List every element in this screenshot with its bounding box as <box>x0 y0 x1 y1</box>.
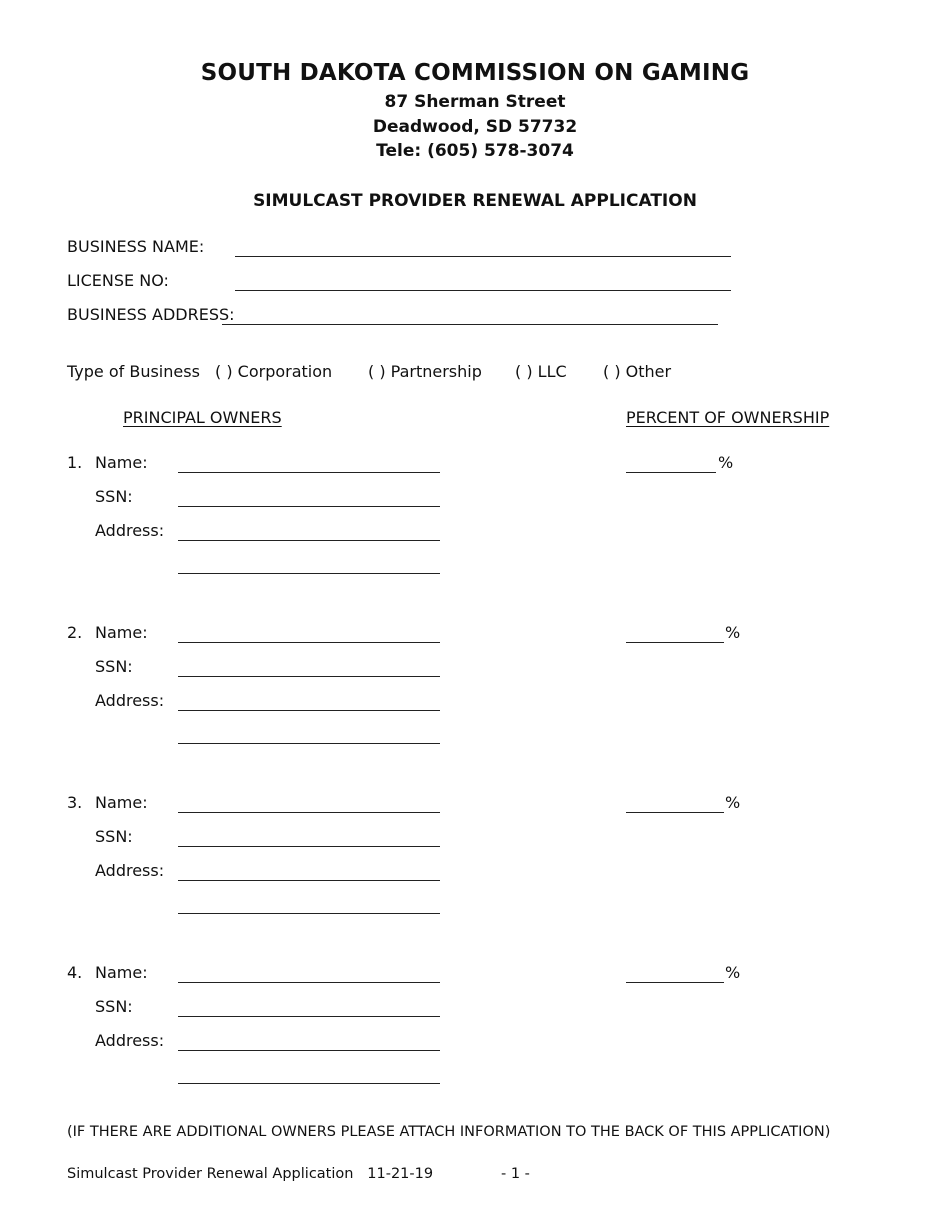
option-other[interactable]: ( ) Other <box>603 362 672 381</box>
option-llc[interactable]: ( ) LLC <box>515 362 567 381</box>
business-name-label: BUSINESS NAME: <box>67 237 205 256</box>
owner-number: 3. <box>67 793 83 812</box>
owner-number: 2. <box>67 623 83 642</box>
additional-owners-note: (IF THERE ARE ADDITIONAL OWNERS PLEASE ATTACH INFORMATION TO THE BACK OF THIS APPLICATION) <box>67 1124 831 1140</box>
business-type-label: Type of Business <box>67 362 200 381</box>
percent-ownership-heading: PERCENT OF OWNERSHIP <box>626 408 830 427</box>
owner-number: 4. <box>67 963 83 982</box>
owner-ssn-field[interactable] <box>178 506 440 507</box>
principal-owners-heading: PRINCIPAL OWNERS <box>123 408 282 427</box>
business-name-field[interactable] <box>235 256 731 257</box>
owner-address-label: Address: <box>95 521 165 540</box>
owner-number: 1. <box>67 453 83 472</box>
owner-address-field-1[interactable] <box>178 540 440 541</box>
owner-address-field-2[interactable] <box>178 573 440 574</box>
owner-percent-field[interactable] <box>626 642 724 643</box>
owner-ssn-label: SSN: <box>95 827 133 846</box>
agency-city: Deadwood, SD 57732 <box>372 117 578 137</box>
owner-address-field-1[interactable] <box>178 880 440 881</box>
owner-name-field[interactable] <box>178 982 440 983</box>
owner-address-field-2[interactable] <box>178 743 440 744</box>
page-number: - 1 - <box>501 1166 530 1182</box>
option-corporation[interactable]: ( ) Corporation <box>215 362 333 381</box>
owner-ssn-label: SSN: <box>95 487 133 506</box>
owner-address-label: Address: <box>95 691 165 710</box>
business-address-field[interactable] <box>222 324 718 325</box>
percent-sign: % <box>718 453 734 472</box>
owner-ssn-field[interactable] <box>178 846 440 847</box>
owner-name-field[interactable] <box>178 812 440 813</box>
agency-title: SOUTH DAKOTA COMMISSION ON GAMING <box>200 60 750 86</box>
owner-name-field[interactable] <box>178 472 440 473</box>
owner-name-field[interactable] <box>178 642 440 643</box>
license-no-label: LICENSE NO: <box>67 271 169 290</box>
agency-phone: Tele: (605) 578-3074 <box>376 141 574 161</box>
owner-address-field-1[interactable] <box>178 1050 440 1051</box>
owner-ssn-label: SSN: <box>95 997 133 1016</box>
owner-name-label: Name: <box>95 793 148 812</box>
owner-percent-field[interactable] <box>626 812 724 813</box>
owner-ssn-field[interactable] <box>178 676 440 677</box>
owner-address-field-2[interactable] <box>178 913 440 914</box>
owner-ssn-label: SSN: <box>95 657 133 676</box>
owner-percent-field[interactable] <box>626 472 716 473</box>
license-no-field[interactable] <box>235 290 731 291</box>
footer-form-id: Simulcast Provider Renewal Application 11-21-19 <box>67 1166 434 1182</box>
owner-percent-field[interactable] <box>626 982 724 983</box>
owner-name-label: Name: <box>95 453 148 472</box>
percent-sign: % <box>725 623 741 642</box>
owner-address-field-2[interactable] <box>178 1083 440 1084</box>
form-title: SIMULCAST PROVIDER RENEWAL APPLICATION <box>253 191 697 211</box>
percent-sign: % <box>725 963 741 982</box>
business-address-label: BUSINESS ADDRESS: <box>67 305 235 324</box>
owner-address-label: Address: <box>95 861 165 880</box>
agency-street: 87 Sherman Street <box>384 92 566 112</box>
owner-name-label: Name: <box>95 963 148 982</box>
owner-address-label: Address: <box>95 1031 165 1050</box>
percent-sign: % <box>725 793 741 812</box>
owner-ssn-field[interactable] <box>178 1016 440 1017</box>
owner-name-label: Name: <box>95 623 148 642</box>
owner-address-field-1[interactable] <box>178 710 440 711</box>
option-partnership[interactable]: ( ) Partnership <box>368 362 482 381</box>
